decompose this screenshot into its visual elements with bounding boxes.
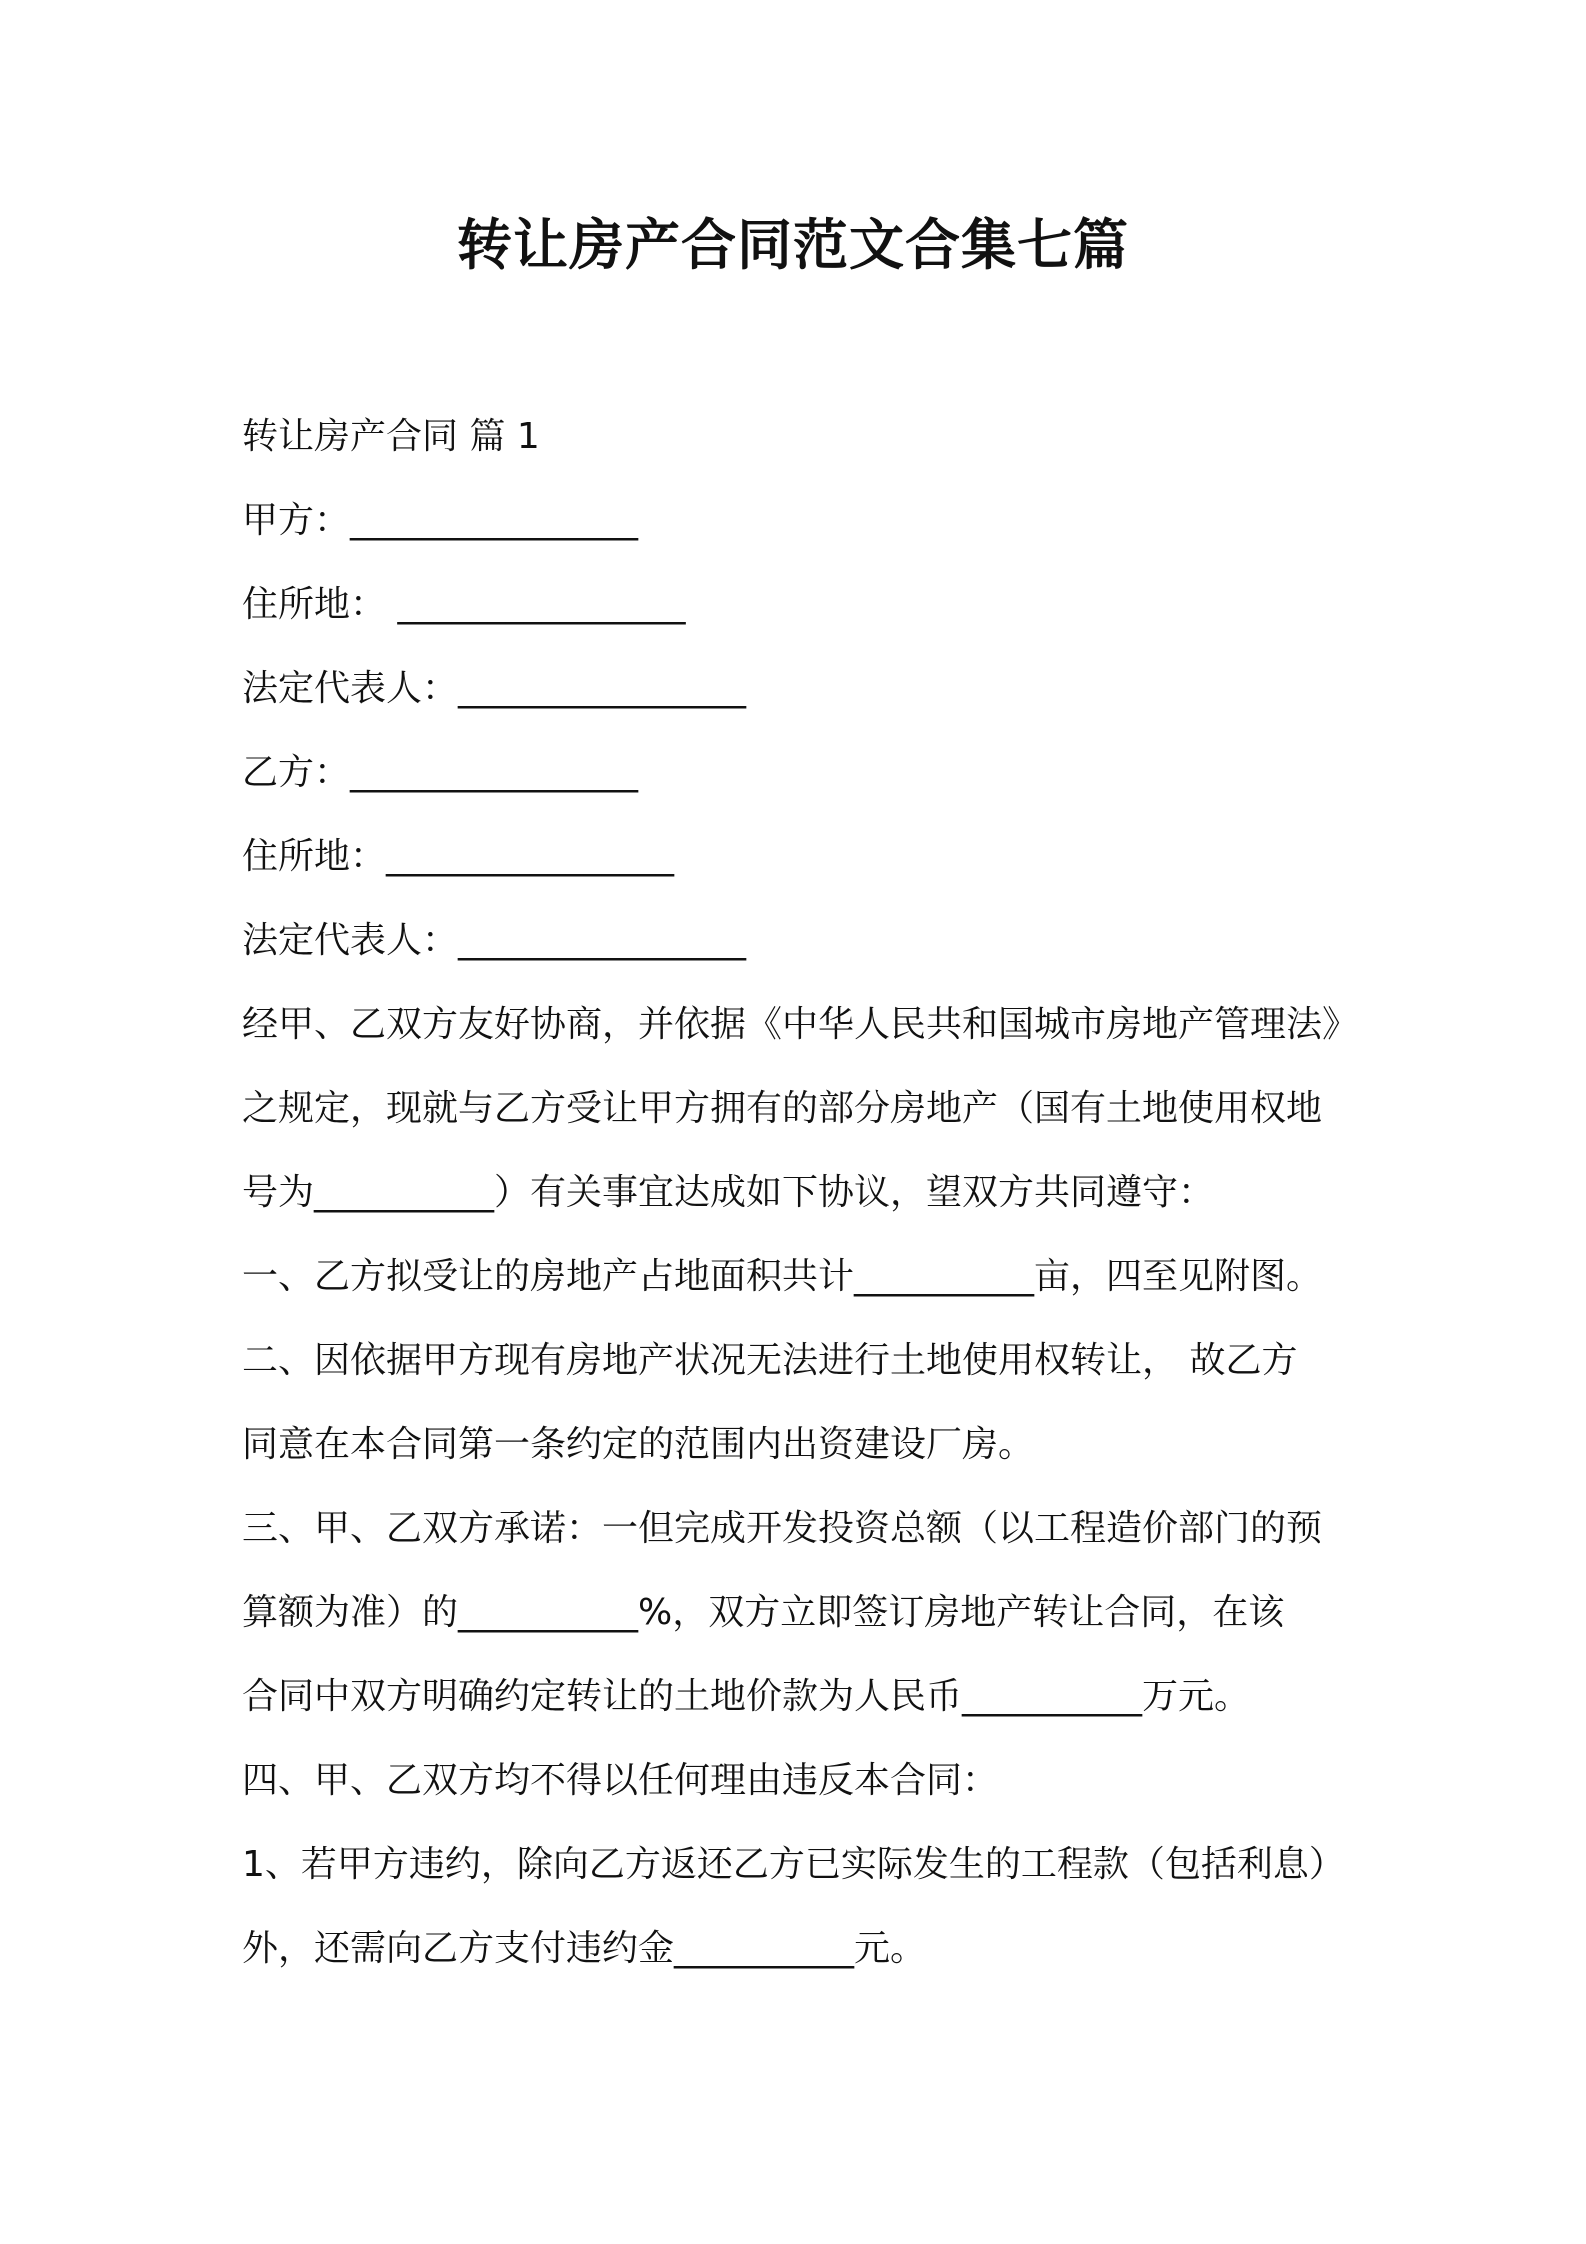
clause-4-1-line: 外，还需向乙方支付违约金__________元。 [242,1928,927,1969]
clause-3-line: 三、甲、乙双方承诺：一但完成开发投资总额（以工程造价部门的预 [242,1508,1323,1549]
party-a-address-field: 住所地： ________________ [242,584,686,625]
clause-3-line: 合同中双方明确约定转让的土地价款为人民币__________万元。 [242,1676,1251,1717]
party-b-field: 乙方：________________ [242,752,639,793]
party-b-representative-field: 法定代表人：________________ [242,920,747,961]
clause-4-1-line: 1、若甲方违约，除向乙方返还乙方已实际发生的工程款（包括利息） [242,1844,1345,1885]
preamble-line: 号为__________）有关事宜达成如下协议，望双方共同遵守： [242,1172,1215,1213]
document-body [242,395,1422,1991]
preamble-line: 之规定，现就与乙方受让甲方拥有的部分房地产（国有土地使用权地 [242,1088,1323,1129]
preamble-line: 经甲、乙双方友好协商，并依据《中华人民共和国城市房地产管理法》 [242,1004,1359,1045]
clause-2-line: 同意在本合同第一条约定的范围内出资建设厂房。 [242,1424,1035,1465]
party-a-field: 甲方：________________ [242,500,639,541]
clause-1-line: 一、乙方拟受让的房地产占地面积共计__________亩，四至见附图。 [242,1256,1323,1297]
party-a-representative-field: 法定代表人：________________ [242,668,747,709]
clause-4-line: 四、甲、乙双方均不得以任何理由违反本合同： [242,1760,999,1801]
party-b-address-field: 住所地：________________ [242,836,675,877]
section-heading: 转让房产合同 篇 1 [242,416,540,457]
clause-2-line: 二、因依据甲方现有房地产状况无法进行土地使用权转让， 故乙方 [242,1340,1298,1381]
page-title: 转让房产合同范文合集七篇 [456,213,1129,277]
clause-3-line: 算额为准）的__________%，双方立即签订房地产转让合同，在该 [242,1592,1285,1633]
